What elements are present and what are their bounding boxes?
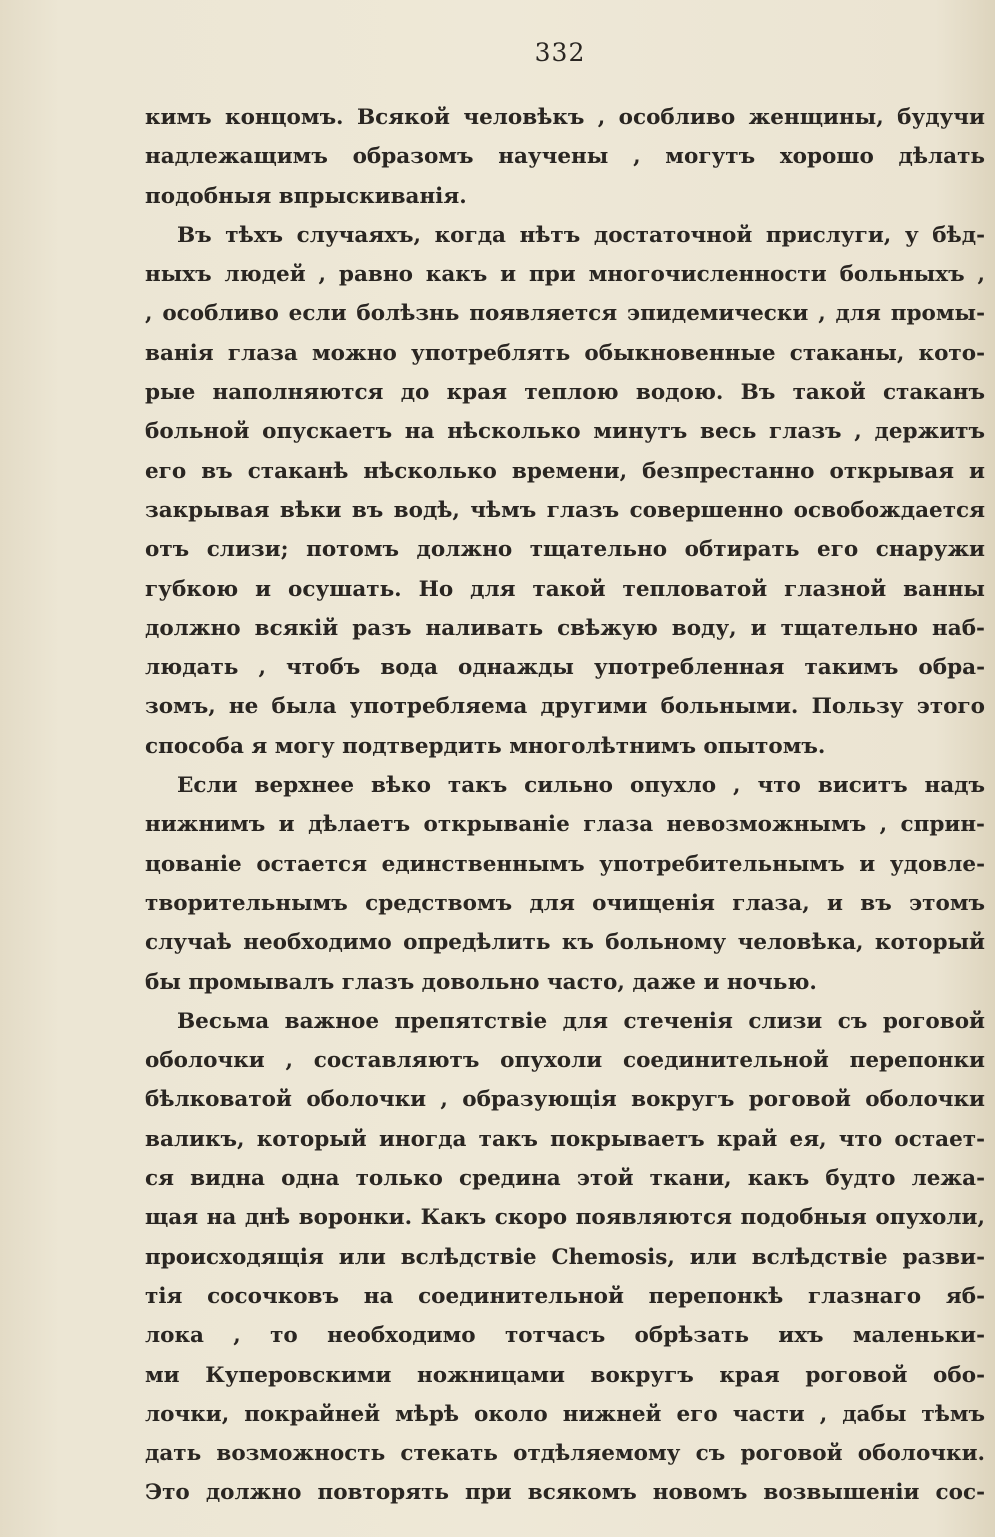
text-line: творительнымъ средствомъ для очищенія глаза, и въ этомъ [145, 890, 985, 916]
text-line: происходящія или вслѣдствіе Chemosis, или вслѣдствіе разви- [145, 1244, 985, 1270]
text-line: больной опускаетъ на нѣсколько минутъ весь глазъ , держитъ [145, 419, 985, 445]
text-line: бѣлковатой оболочки , образующія вокругъ роговой оболочки [145, 1087, 985, 1113]
text-line: валикъ, который иногда такъ покрываетъ край ея, что остает- [145, 1126, 985, 1152]
text-line: цованіе остается единственнымъ употребительнымъ и удовле- [145, 851, 985, 877]
text-line: людать , чтобъ вода однажды употребленная такимъ обра- [145, 655, 985, 681]
text-line: отъ слизи; потомъ должно тщательно обтирать его снаружи [145, 537, 985, 563]
text-line: ванія глаза можно употреблять обыкновенные стаканы, кото- [145, 340, 985, 366]
text-line: тія сосочковъ на соединительной перепонкѣ глазнаго яб- [145, 1283, 985, 1309]
text-line: лочки, покрайней мѣрѣ около нижней его части , дабы тѣмъ [145, 1401, 985, 1427]
body-text [145, 98, 985, 1513]
text-line: зомъ, не была употребляема другими больными. Пользу этого [145, 694, 985, 720]
text-line: должно всякій разъ наливать свѣжую воду, и тщательно наб- [145, 615, 985, 641]
text-line: , особливо если болѣзнь появляется эпидемически , для промы- [145, 301, 985, 327]
text-line: подобныя впрыскиванія. [145, 183, 467, 209]
text-line: рые наполняются до края теплою водою. Въ такой стаканъ [145, 380, 985, 406]
text-line: бы промывалъ глазъ довольно часто, даже и ночью. [145, 969, 817, 995]
text-line: Въ тѣхъ случаяхъ, когда нѣтъ достаточной прислуги, у бѣд- [177, 222, 985, 248]
text-line: Если верхнее вѣко такъ сильно опухло , что виситъ надъ [177, 773, 985, 799]
text-line: ныхъ людей , равно какъ и при многочисленности больныхъ , [145, 262, 985, 288]
text-line: нижнимъ и дѣлаетъ открываніе глаза невозможнымъ , сприн- [145, 812, 985, 838]
text-line: его въ стаканѣ нѣсколько времени, безпрестанно открывая и [145, 458, 985, 484]
text-line: закрывая вѣки въ водѣ, чѣмъ глазъ совершенно освобождается [145, 497, 985, 523]
text-line: ми Куперовскими ножницами вокругъ края роговой обо- [145, 1362, 985, 1388]
text-line: лока , то необходимо тотчасъ обрѣзать ихъ маленьки- [145, 1323, 985, 1349]
text-line: случаѣ необходимо опредѣлить къ больному человѣка, который [145, 930, 985, 956]
text-line: губкою и осушать. Но для такой тепловатой глазной ванны [145, 576, 985, 602]
text-line: щая на днѣ воронки. Какъ скоро появляются подобныя опухоли, [145, 1205, 985, 1231]
text-line: Это должно повторять при всякомъ новомъ возвышеніи сос- [145, 1480, 985, 1506]
text-line: кимъ концомъ. Всякой человѣкъ , особливо женщины, будучи [145, 105, 985, 130]
text-line: надлежащимъ образомъ научены , могутъ хорошо дѣлать [145, 144, 985, 170]
text-line: оболочки , составляютъ опухоли соединительной перепонки [145, 1048, 985, 1074]
text-line: дать возможность стекать отдѣляемому съ роговой оболочки. [145, 1441, 985, 1467]
page-number: 332 [534, 38, 586, 67]
text-line: ся видна одна только средина этой ткани, какъ будто лежа- [145, 1166, 985, 1192]
text-line: способа я могу подтвердить многолѣтнимъ опытомъ. [145, 733, 826, 759]
text-line: Весьма важное препятствіе для стеченія слизи съ роговой [177, 1008, 985, 1034]
